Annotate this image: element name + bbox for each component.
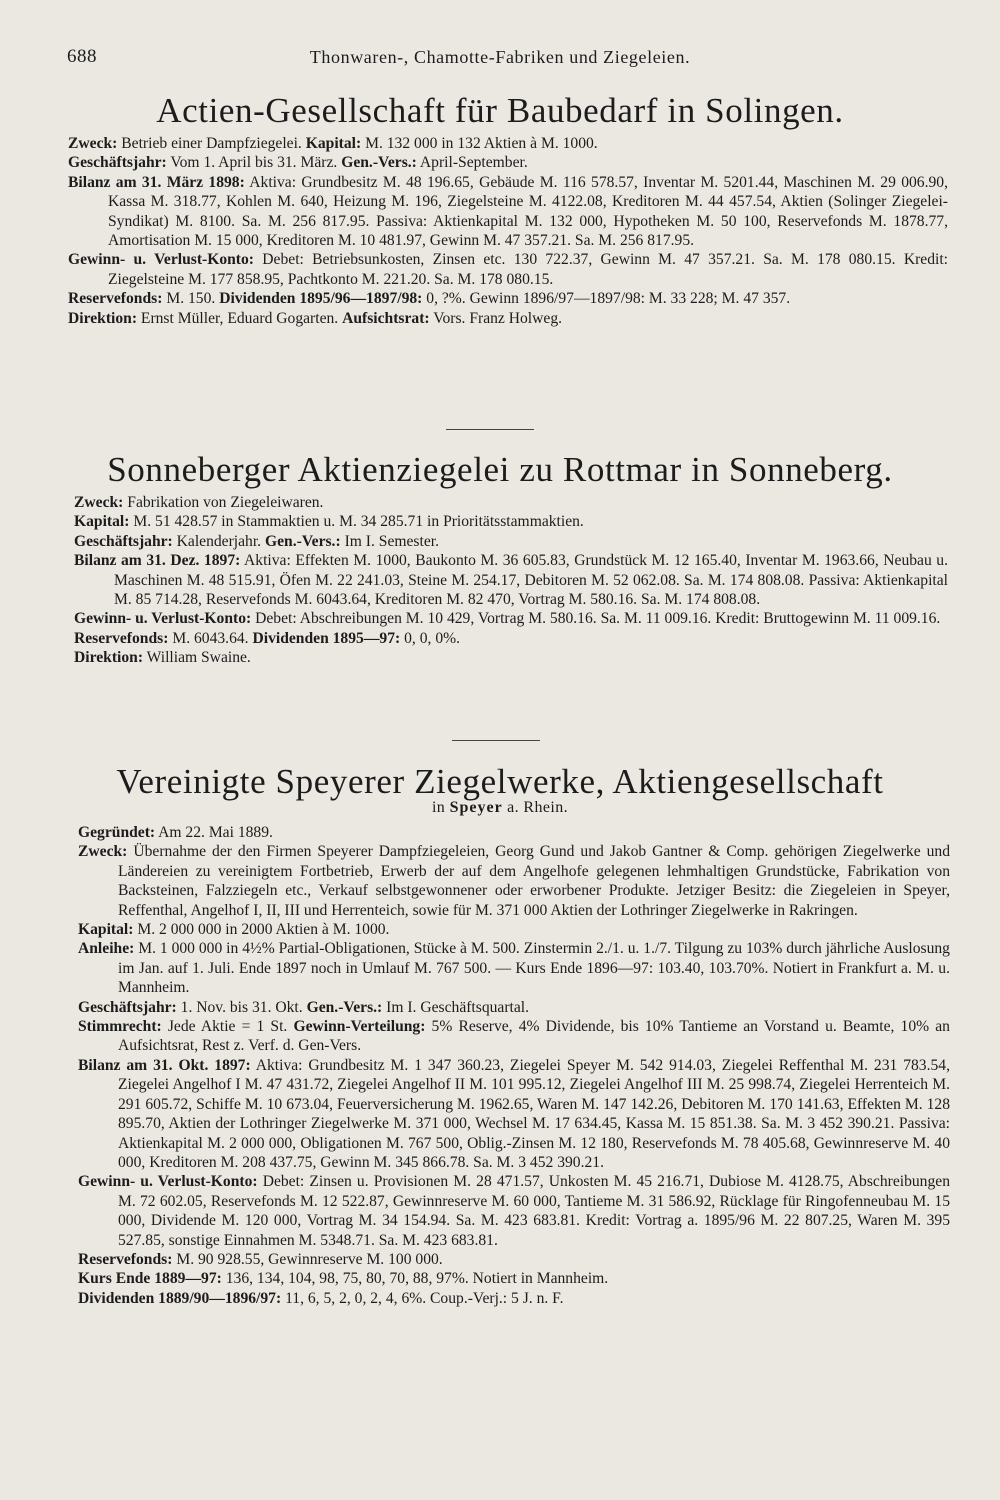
entry-label: Gewinn- u. Verlust-Konto: [68,251,254,269]
entry-text: Vom 1. April bis 31. März. [170,154,338,172]
page-number: 688 [67,46,97,67]
entry-label: Stimmrecht: [78,1018,162,1036]
entry-gewinn-verlust [74,609,948,628]
entry-text: Im I. Geschäftsquartal. [386,998,530,1016]
entry-label: Kapital: [78,921,134,939]
entry-label: Reservefonds: [78,1250,173,1268]
entry-text: Debet: Abschreibungen M. 10 429, Vortrag M. 580.16. Sa. M. 11 009.16. Kredit: Bruttogewinn M. 11 009.16. [255,610,941,628]
entry-text: 0, 0, 0%. [404,629,460,647]
entry-text: Kalenderjahr. [176,532,262,550]
company-title: Actien-Gesellschaft für Baubedarf in Solingen. [156,91,844,130]
entry-label: Geschäftsjahr: [68,154,167,172]
entry-text: Vors. Franz Holweg. [433,309,563,327]
company-subtitle [0,799,1000,817]
entry-label: Aufsichtsrat: [342,309,430,327]
section-divider [446,429,534,430]
entry-label: Kapital: [74,513,130,531]
entry-kurs [78,1269,950,1288]
company-details [0,823,1000,1308]
subtitle-prefix: in [431,799,446,816]
entry-label: Gen.-Vers.: [306,998,383,1016]
company-entry-sonneberg [0,452,1000,668]
entry-label: Geschäftsjahr: [74,532,173,550]
entry-label: Reservefonds: [74,629,169,647]
entry-label: Kurs Ende 1889—97: [78,1270,222,1288]
entry-reservefonds [74,629,948,648]
entry-anleihe [78,939,950,997]
entry-label: Bilanz am 31. Dez. 1897: [74,552,241,570]
entry-text: William Swaine. [146,649,251,667]
subtitle-place: Speyer [449,799,503,816]
entry-text: Debet: Betriebsunkosten, Zinsen etc. 130 722.37, Gewinn M. 47 357.21. Sa. M. 178 080.15. Kredit: Ziegelsteine M. 177 858.95, Pachtkonto M. 221.20. Sa. M. 178 080.15. [108,251,949,288]
entry-label: Geschäftsjahr: [78,998,177,1016]
entry-zweck [78,842,950,920]
entry-geschaeftsjahr [78,998,950,1017]
entry-text: Debet: Zinsen u. Provisionen M. 28 471.57, Unkosten M. 45 216.71, Dubiose M. 4128.75, Abschreibungen M. 72 602.05, Reservefonds M. 12 522.87, Gewinnreserve M. 60 000, Tantieme M. 31 586.92, Rücklage für Ringofenneubau M. 15 000, Dividende M. 120 000, Vortrag M. 34 154.94. Sa. M. 423 683.81. Kredit: Vortrag a. 1895/96 M. 22 807.25, Waren M. 395 527.85, sonstige Einnahmen M. 5348.71. Sa. M. 423 683.81. [118,1173,950,1249]
entry-text: Im I. Semester. [344,532,439,550]
entry-direktion [74,648,948,667]
entry-label: Gen.-Vers.: [265,532,341,550]
entry-text: Ernst Müller, Eduard Gogarten. [140,309,339,327]
entry-dividenden [78,1289,950,1308]
entry-label: Direktion: [68,309,138,327]
entry-label: Zweck: [68,135,118,152]
entry-text: Am 22. Mai 1889. [158,824,273,841]
entry-text: 1. Nov. bis 31. Okt. [180,998,303,1016]
entry-label: Gewinn-Verteilung: [293,1018,426,1036]
entry-label: Gegründet: [78,824,156,841]
entry-text: Aktiva: Grundbesitz M. 48 196.65, Gebäude M. 116 578.57, Inventar M. 5201.44, Maschinen M. 29 006.90, Kassa M. 318.77, Kohlen M. 640, Heizung M. 196, Ziegelsteine M. 4122.08, Kreditoren M. 44 457.54, Aktien (Solinger Ziegelei-Syndikat) M. 8100. Sa. M. 256 817.95. Passiva: Aktienkapital M. 132 000, Hypotheken M. 50 100, Reservefonds M. 1878.77, Amortisation M. 15 000, Kreditoren M. 10 481.97, Gewinn M. 47 357.21. Sa. M. 256 817.95. [108,173,948,250]
entry-text: M. 6043.64. [172,629,249,647]
entry-label: Reservefonds: [68,290,163,308]
company-details [0,493,1000,668]
entry-text: April-September. [419,154,528,172]
entry-direktion [68,309,948,328]
entry-text: Aktiva: Effekten M. 1000, Baukonto M. 36 605.83, Grundstück M. 12 165.40, Inventar M. 1963.66, Neubau u. Maschinen M. 48 515.91, Öfen M. 22 241.03, Steine M. 254.17, Debitoren M. 52 062.08. Sa. M. 174 808.08. Passiva: Aktienkapital M. 85 714.28, Reservefonds M. 6043.64, Kreditoren M. 82 470, Vortrag M. 580.16. Sa. M. 174 808.08. [114,552,949,609]
entry-label: Zweck: [74,494,124,511]
entry-text: 5% Reserve, 4% Dividende, bis 10% Tantieme an Vorstand u. Beamte, 10% an Aufsichtsrat, Rest z. Verf. d. Gen-Vers. [118,1018,950,1055]
entry-label: Gewinn- u. Verlust-Konto: [78,1173,258,1191]
entry-text: M. 51 428.57 in Stammaktien u. M. 34 285.71 in Prioritätsstammaktien. [133,513,584,531]
entry-label: Bilanz am 31. Okt. 1897: [78,1056,251,1074]
entry-bilanz [74,551,948,609]
entry-text: M. 132 000 in 132 Aktien à M. 1000. [365,135,598,152]
entry-text: Übernahme der den Firmen Speyerer Dampfziegeleien, Georg Gund und Jakob Gantner & Comp. gehörigen Ziegelwerke und Ländereien zu vereinigtem Fortbetrieb, Erwerb der auf dem Angelhofe gelegenen lehmhaltigen Grundstücke, Fabrikation von Backsteinen, Falzziegeln etc., Verkauf selbstgewonnener oder erworbener Produkte. Jetziger Besitz: die Ziegeleien in Speyer, Reffenthal, Angelhof I, II, III und Herrenteich, sowie für M. 371 000 Aktien der Lothringer Ziegelwerke in Rakringen. [118,843,950,919]
entry-label: Bilanz am 31. März 1898: [68,173,245,191]
entry-label: Anleihe: [78,940,135,958]
entry-kapital [78,920,950,939]
company-entry-solingen [0,93,1000,328]
subtitle-suffix: a. Rhein. [507,799,569,816]
entry-zweck [74,493,948,512]
entry-geschaeftsjahr [74,532,948,551]
entry-text: M. 90 928.55, Gewinnreserve M. 100 000. [176,1250,443,1268]
entry-label: Zweck: [78,843,128,861]
entry-text: M. 150. [166,290,216,308]
entry-text: M. 1 000 000 in 4½% Partial-Obligationen, Stücke à M. 500. Zinstermin 2./1. u. 1./7. Tilgung zu 103% durch jährliche Auslosung im Jan. auf 1. Juli. Ende 1897 noch in Umlauf M. 767 500. — Kurs Ende 1896—97: 103.40, 103.70%. Notiert in Frankfurt a. M. u. Mannheim. [118,940,950,997]
entry-text: Jede Aktie = 1 St. [167,1018,288,1036]
entry-label: Dividenden 1889/90—1896/97: [78,1289,282,1307]
entry-stimmrecht [78,1017,950,1056]
entry-kapital [74,512,948,531]
company-entry-speyer [0,764,1000,1308]
entry-text: Aktiva: Grundbesitz M. 1 347 360.23, Ziegelei Speyer M. 542 914.03, Ziegelei Reffenthal M. 231 783.54, Ziegelei Angelhof I M. 47 431.72, Ziegelei Angelhof II M. 101 995.12, Ziegelei Angelhof III M. 25 998.74, Ziegelei Herrenteich M. 291 605.72, Schiffe M. 10 673.04, Feuerversicherung M. 1962.65, Waren M. 147 142.26, Debitoren M. 170 141.63, Effekten M. 128 895.70, Aktien der Lothringer Ziegelwerke M. 371 000, Wechsel M. 17 634.45, Kassa M. 15 851.38. Sa. M. 3 452 390.21. Passiva: Aktienkapital M. 2 000 000, Obligationen M. 767 500, Oblig.-Zinsen M. 12 180, Reservefonds M. 78 405.68, Gewinnreserve M. 40 000, Kreditoren M. 208 437.75, Gewinn M. 345 866.78. Sa. M. 3 452 390.21. [118,1056,950,1171]
section-divider [452,740,540,741]
entry-label: Direktion: [74,649,144,667]
entry-label: Dividenden 1895/96—1897/98: [219,290,423,308]
entry-gegruendet [78,823,950,842]
entry-reservefonds [78,1250,950,1269]
company-title: Sonneberger Aktienziegelei zu Rottmar in Sonneberg. [107,450,893,489]
entry-text: Betrieb einer Dampfziegelei. [121,135,302,152]
entry-bilanz [68,173,948,251]
entry-geschaeftsjahr [68,153,948,172]
entry-gewinn-verlust [68,250,948,289]
company-details [0,134,1000,328]
running-title: Thonwaren-, Chamotte-Fabriken und Ziegeleien. [309,47,691,67]
entry-label: Dividenden 1895—97: [252,629,401,647]
entry-text: 136, 134, 104, 98, 75, 80, 70, 88, 97%. Notiert in Mannheim. [225,1270,609,1288]
page-header [0,46,1000,72]
entry-bilanz [78,1056,950,1172]
entry-text: Fabrikation von Ziegeleiwaren. [127,494,324,511]
entry-zweck-kapital [68,134,948,153]
entry-label: Kapital: [305,135,362,152]
entry-text: 0, ?%. Gewinn 1896/97—1897/98: M. 33 228; M. 47 357. [426,290,791,308]
entry-gewinn-verlust [78,1172,950,1250]
company-title: Vereinigte Speyerer Ziegelwerke, Aktiengesellschaft [116,762,884,801]
entry-text: 11, 6, 5, 2, 0, 2, 4, 6%. Coup.-Verj.: 5 J. n. F. [285,1289,564,1307]
entry-label: Gewinn- u. Verlust-Konto: [74,610,252,628]
entry-text: M. 2 000 000 in 2000 Aktien à M. 1000. [137,921,390,939]
entry-label: Gen.-Vers.: [341,154,417,172]
entry-reservefonds [68,289,948,308]
